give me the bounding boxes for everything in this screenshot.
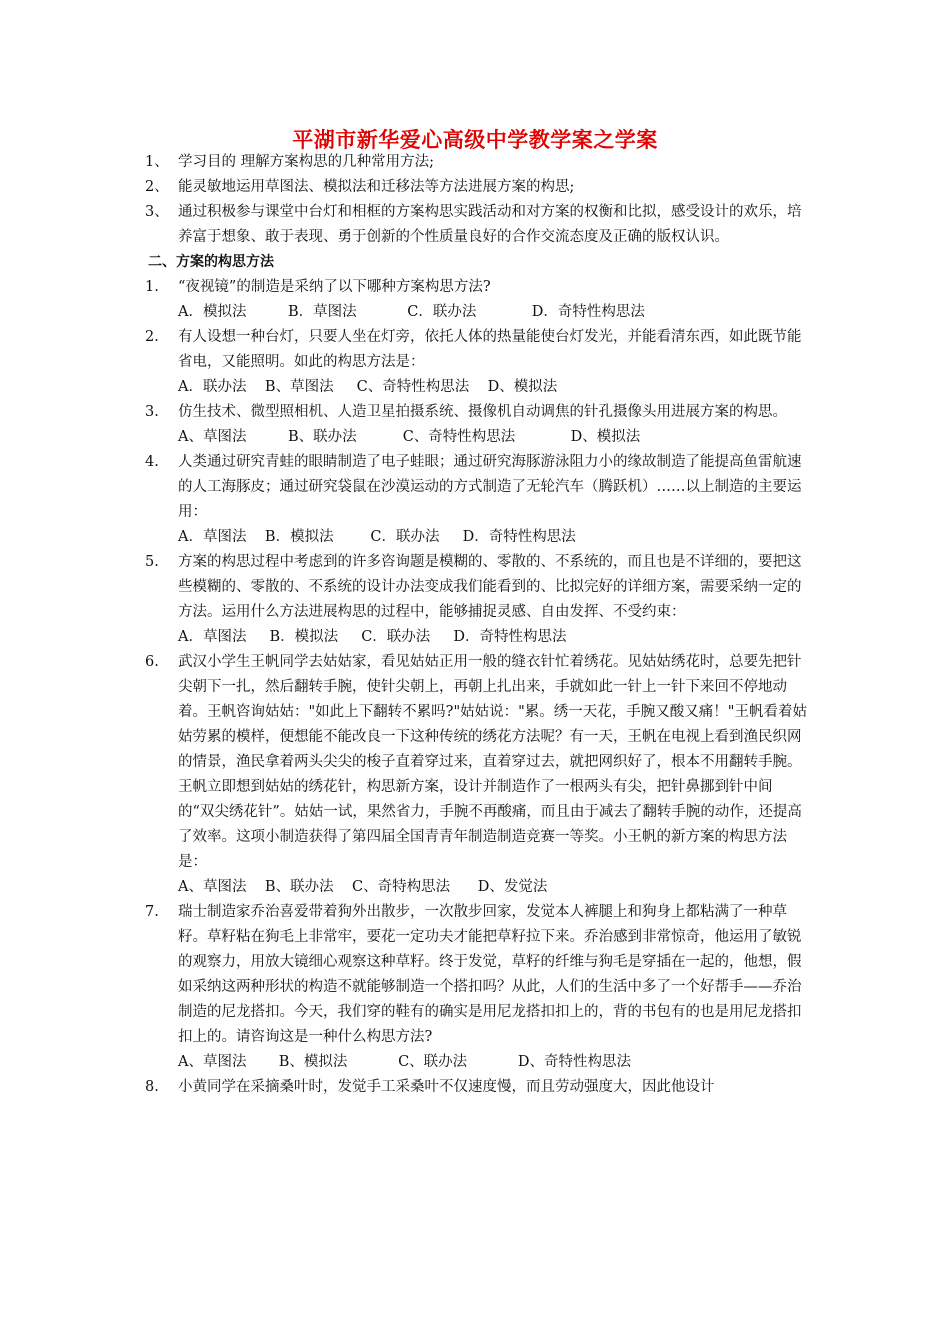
question-number: 7.: [145, 904, 159, 920]
question-item: [145, 400, 808, 425]
objective-item: [145, 175, 808, 200]
question-number: 1.: [145, 279, 159, 295]
document-title: 平湖市新华爱心高级中学教学案之学案: [292, 128, 658, 152]
question-number: 2.: [145, 329, 159, 345]
question-number: 6.: [145, 654, 159, 670]
question-options: A、草图法 B、模拟法 C、联办法 D、奇特性构思法: [178, 1054, 632, 1070]
question-text: 瑞士制造家乔治喜爱带着狗外出散步，一次散步回家，发觉本人裤腿上和狗身上都粘满了一种草籽。草籽粘在狗毛上非常牢，要花一定功夫才能把草籽拉下来。乔治感到非常惊奇，他运用了敏锐的观察力，用放大镜细心观察这种草籽。终于发觉，草籽的纤维与狗毛是穿插在一起的，他想，假如采纳这两种形状的构造不就能够制造一个搭扣吗？从此，人们的生活中多了一个好帮手——乔治制造的尼龙搭扣。今天，我们穿的鞋有的确实是用尼龙搭扣扣上的，背的书包有的也是用尼龙搭扣扣上的。请咨询这是一种什么构思方法?: [178, 904, 802, 1045]
question-text: 人类通过研究青蛙的眼睛制造了电子蛙眼；通过研究海豚游泳阻力小的缘故制造了能提高鱼雷航速的人工海豚皮；通过研究袋鼠在沙漠运动的方式制造了无轮汽车（腾跃机）……以上制造的主要运用：: [178, 454, 802, 520]
objective-item: [145, 200, 808, 250]
question-text: “夜视镜”的制造是采纳了以下哪种方案构思方法?: [178, 279, 491, 295]
question-options: A、草图法 B、联办法 C、奇特构思法 D、发觉法: [178, 879, 548, 895]
question-item: [145, 450, 808, 525]
question-number: 4.: [145, 454, 159, 470]
objective-text: 通过积极参与课堂中台灯和相框的方案构思实践活动和对方案的权衡和比拟，感受设计的欢乐，培养富于想象、敢于表现、勇于创新的个性质量良好的合作交流态度及正确的版权认识。: [178, 204, 802, 245]
objective-number: 1、: [145, 154, 169, 170]
question-number: 3.: [145, 404, 159, 420]
question-item: [145, 550, 808, 625]
question-options: A、草图法 B、联办法 C、奇特性构思法 D、模拟法: [178, 429, 641, 445]
question-text: 有人设想一种台灯，只要人坐在灯旁，依托人体的热量能使台灯发光，并能看清东西，如此既节能省电，又能照明。如此的构思方法是：: [178, 329, 802, 370]
document-body: [145, 150, 808, 1100]
section-heading: 二、方案的构思方法: [148, 254, 274, 270]
question-item: [145, 325, 808, 375]
question-options: A．草图法 B．模拟法 C．联办法 D．奇特性构思法: [178, 529, 576, 545]
question-text: 方案的构思过程中考虑到的许多咨询题是模糊的、零散的、不系统的，而且也是不详细的，要把这些模糊的、零散的、不系统的设计办法变成我们能看到的、比拟完好的详细方案，需要采纳一定的方法。运用什么方法进展构思的过程中，能够捕捉灵感、自由发挥、不受约束：: [178, 554, 802, 620]
question-text: 武汉小学生王帆同学去姑姑家，看见姑姑正用一般的缝衣针忙着绣花。见姑姑绣花时，总要先把针尖朝下一扎，然后翻转手腕，使针尖朝上，再朝上扎出来，手就如此一针上一针下来回不停地动着。王帆咨询姑姑："如此上下翻转不累吗?"姑姑说："累。绣一天花，手腕又酸又痛！"王帆看着姑姑劳累的模样，便想能不能改良一下这种传统的绣花方法呢？有一天，王帆在电视上看到渔民织网的情景，渔民拿着两头尖尖的梭子直着穿过来，直着穿过去，就把网织好了，根本不用翻转手腕。王帆立即想到姑姑的绣花针，构思新方案，设计并制造作了一根两头有尖，把针鼻挪到针中间的“双尖绣花针”。姑姑一试，果然省力，手腕不再酸痛，而且由于减去了翻转手腕的动作，还提高了效率。这项小制造获得了第四届全国青青年制造制造竞赛一等奖。小王帆的新方案的构思方法是：: [178, 654, 807, 870]
objective-text: 学习目的 理解方案构思的几种常用方法;: [178, 154, 434, 170]
objective-text: 能灵敏地运用草图法、模拟法和迁移法等方法进展方案的构思;: [178, 179, 575, 195]
question-item: [145, 900, 808, 1050]
question-options: A．草图法 B．模拟法 C．联办法 D．奇特性构思法: [178, 629, 567, 645]
objective-number: 2、: [145, 179, 169, 195]
question-item: [145, 650, 808, 875]
question-item: [145, 1075, 808, 1100]
question-text: 仿生技术、微型照相机、人造卫星拍摄系统、摄像机自动调焦的针孔摄像头用进展方案的构思。: [178, 404, 787, 420]
question-number: 8.: [145, 1079, 159, 1095]
question-item: [145, 275, 808, 300]
question-options: A．模拟法 B．草图法 C．联办法 D．奇特性构思法: [178, 304, 645, 320]
question-text: 小黄同学在采摘桑叶时，发觉手工采桑叶不仅速度慢，而且劳动强度大，因此他设计: [178, 1079, 715, 1095]
question-options: A．联办法 B、草图法 C、奇特性构思法 D、模拟法: [178, 379, 558, 395]
objective-number: 3、: [145, 204, 169, 220]
objective-item: [145, 150, 808, 175]
question-number: 5.: [145, 554, 159, 570]
